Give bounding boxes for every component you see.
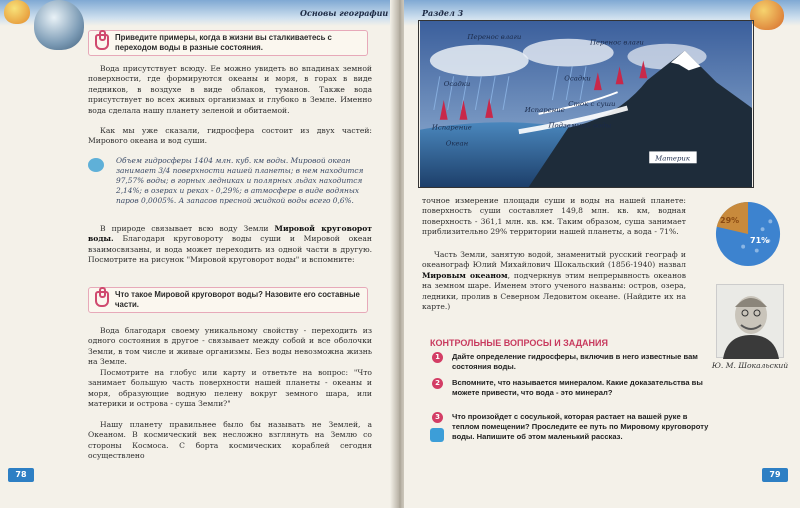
balloon-image: [34, 0, 84, 50]
question-number: 2: [432, 378, 443, 389]
question-text: Дайте определение гидросферы, включив в него известные вам состояния воды.: [452, 352, 698, 371]
land-water-pie-chart: [714, 200, 782, 268]
animal-icon: [430, 428, 444, 442]
diagram-label-continent: Материк: [655, 154, 690, 163]
paragraph: Как мы уже сказали, гидросфера состоит из двух частей: Мирового океана и вод суши.: [88, 126, 372, 146]
diagram-label-precipitation: Осадки: [443, 80, 471, 89]
page-number: 79: [762, 468, 788, 482]
diagram-label-transfer: Перенос влаги: [467, 32, 522, 41]
right-page: [404, 0, 800, 508]
pie-label-water: 71%: [750, 236, 770, 245]
question-number: 3: [432, 412, 443, 423]
info-icon: [88, 158, 104, 172]
pie-label-land: 29%: [720, 216, 740, 225]
diagram-label-ocean: Океан: [445, 139, 469, 148]
diagram-label-evaporation: Испарение: [431, 123, 472, 132]
page-header: Раздел 3: [422, 8, 464, 18]
balloon-image: [750, 0, 784, 30]
questions-section-title: КОНТРОЛЬНЫЕ ВОПРОСЫ И ЗАДАНИЯ: [430, 338, 608, 348]
balloon-image: [4, 0, 30, 24]
portrait-caption: Ю. М. Шокальский: [711, 361, 789, 370]
task-box-states: [88, 30, 368, 56]
page-header: Основы географии: [300, 8, 389, 18]
paragraph: Вода присутствует всюду. Ее можно увидеть во впадинах земной поверхности, где формируются океаны и моря, в горах в виде ледников, в воздухе в виде облаков, туманов. Также вода присутствует во всех живых организмах и глубоко в Земле. Именно вода сделала нашу планету зеленой и обитаемой.: [88, 64, 372, 115]
water-cycle-diagram: [418, 20, 754, 188]
diagram-label-evaporation: Испарение: [524, 105, 565, 114]
paragraph: Часть Земли, занятую водой, знаменитый русский географ и океанограф Юлий Михайлович Шокальский (1856-1940) назвал Мировым океаном, подчеркнув этим непрерывность океанов на земном шаре. Именем этого ученого названы: остров, озера, ледники, пролив в Северном Ледовитом океане. (Найдите их на карте.): [422, 250, 686, 312]
paragraph: Вода благодаря своему уникальному свойству - переходить из одного состояния в другое - связывает между собой и все оболочки Земли, в том числе и живые организмы. Без воды невозможна жизнь на Земле.: [88, 326, 372, 367]
fact-note: Объем гидросферы 1404 млн. куб. км воды. Мировой океан занимает 3/4 поверхности нашей планеты; в нем находится 97,57% воды; в горных ледниках и полярных льдах находится 2,14%; в озерах и реках - 0,29%; в атмосфере в виде водяных паров 0,0005%. А запасов пресной жидкой воды всего 0,6%.: [116, 156, 364, 205]
paragraph: В природе связывает всю воду Земли Мировой круговорот воды. Благодаря круговороту воды суши и Мировой океан взаимосвязаны, и вода может переходить из одной части в другую. Посмотрите на рисунок "Мировой круговорот воды" и вспомните:: [88, 224, 372, 265]
diagram-label-precipitation: Осадки: [564, 74, 591, 83]
paragraph: точное измерение площади суши и воды на нашей планете: поверхность суши составляет 149,8 млн. кв. км, водная поверхность - 361,1 млн. кв. км. Таким образом, суша занимает приблизительно 29% территории нашей планеты, а вода - 71%.: [422, 196, 686, 237]
hand-icon: [95, 34, 109, 50]
question-number: 1: [432, 352, 443, 363]
paragraph: Посмотрите на глобус или карту и ответьте на вопрос: "Что занимает большую часть поверхности нашей планеты - океаны и моря, образующие водную пелену вокруг земного шара, или материки и острова - суша Земли?": [88, 368, 372, 409]
task-text: Приведите примеры, когда в жизни вы сталкиваетесь с переходом воды в разные состояния.: [115, 33, 332, 52]
portrait-shokalsky: [716, 284, 784, 358]
task-box-cycle: [88, 287, 368, 313]
paragraph: Нашу планету правильнее было бы называть не Землей, а Океаном. В космический век несложно взглянуть на Землю со стороны Космоса. С борта космических кораблей сегодня осуществлено: [88, 420, 372, 461]
diagram-label-groundwater: Подземные воды: [548, 121, 612, 130]
diagram-label-transfer: Перенос влаги: [589, 38, 644, 47]
hand-icon: [95, 291, 109, 307]
question-text: Что произойдет с сосулькой, которая растает на вашей руке в теплом помещении? Проследите ее путь по Мировому круговороту воды. Напишите об этом маленький рассказ.: [452, 412, 709, 441]
left-page: [0, 0, 396, 508]
diagram-label-runoff: Сток с суши: [568, 99, 616, 108]
page-number: 78: [8, 468, 34, 482]
task-text: Что такое Мировой круговорот воды? Назовите его составные части.: [115, 290, 360, 309]
question-text: Вспомните, что называется минералом. Какие доказательства вы можете привести, что вода - это минерал?: [452, 378, 703, 397]
